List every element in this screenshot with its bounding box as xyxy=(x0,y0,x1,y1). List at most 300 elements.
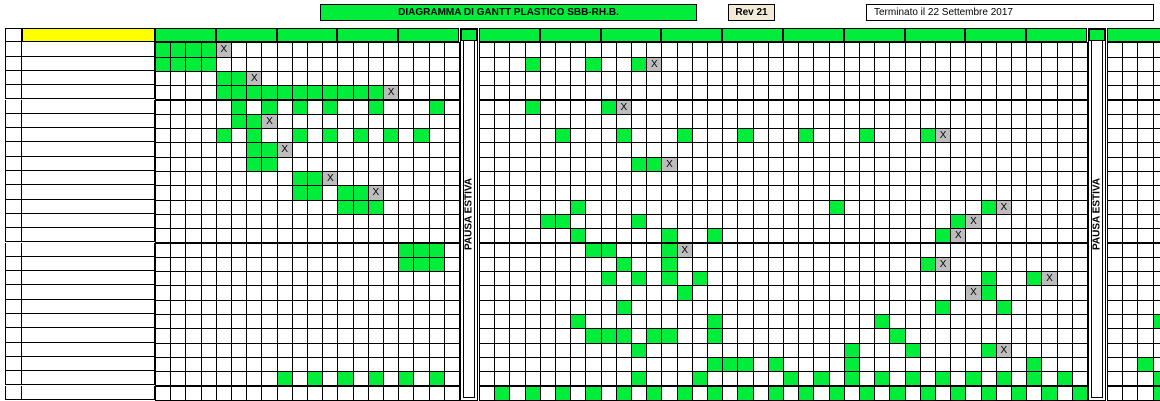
gantt-cell xyxy=(737,142,753,157)
gantt-cell xyxy=(707,71,723,86)
gantt-cell xyxy=(874,100,890,115)
gantt-cell xyxy=(1057,300,1073,315)
gantt-cell xyxy=(859,271,875,286)
gantt-cell xyxy=(631,243,647,258)
gantt-cell xyxy=(337,114,353,129)
gantt-cell xyxy=(661,85,677,100)
gantt-cell xyxy=(525,257,541,272)
gantt-cell xyxy=(950,271,966,286)
gantt-cell xyxy=(981,257,997,272)
gantt-cell xyxy=(996,85,1012,100)
gantt-cell xyxy=(981,100,997,115)
month-header xyxy=(216,28,277,42)
month-header xyxy=(155,28,216,42)
gantt-cell xyxy=(383,214,399,229)
gantt-cell xyxy=(1026,42,1042,57)
gantt-cell xyxy=(920,228,936,243)
gantt-cell xyxy=(444,300,460,315)
gantt-cell xyxy=(201,114,217,129)
gantt-cell xyxy=(231,185,247,200)
gantt-cell xyxy=(950,257,966,272)
gantt-cell-active xyxy=(920,257,936,272)
gantt-cell xyxy=(631,100,647,115)
gantt-cell xyxy=(246,386,262,401)
gantt-cell xyxy=(307,271,323,286)
gantt-cell xyxy=(383,142,399,157)
gantt-cell xyxy=(1041,228,1057,243)
gantt-cell-active xyxy=(337,185,353,200)
gantt-cell xyxy=(950,171,966,186)
gantt-cell xyxy=(479,42,495,57)
gantt-cell xyxy=(935,57,951,72)
gantt-cell xyxy=(383,71,399,86)
gantt-cell xyxy=(935,100,951,115)
gantt-cell xyxy=(216,300,232,315)
gantt-cell xyxy=(444,142,460,157)
gantt-cell xyxy=(1072,100,1088,115)
gantt-cell xyxy=(368,42,384,57)
gantt-cell xyxy=(1057,357,1073,372)
gantt-cell xyxy=(996,328,1012,343)
gantt-cell-active xyxy=(722,357,738,372)
gantt-cell xyxy=(525,200,541,215)
gantt-cell xyxy=(413,200,429,215)
gantt-cell xyxy=(337,257,353,272)
gantt-cell xyxy=(1057,114,1073,129)
gantt-cell-active xyxy=(555,128,571,143)
gantt-cell xyxy=(479,214,495,229)
gantt-cell xyxy=(429,114,445,129)
gantt-cell xyxy=(261,343,277,358)
gantt-cell xyxy=(1137,228,1153,243)
gantt-cell-done: X xyxy=(277,142,293,157)
gantt-cell xyxy=(398,285,414,300)
gantt-cell-done: X xyxy=(661,157,677,172)
gantt-cell xyxy=(1137,100,1153,115)
gantt-cell xyxy=(798,271,814,286)
gantt-cell xyxy=(494,228,510,243)
gantt-cell xyxy=(570,142,586,157)
gantt-cell-active xyxy=(859,386,875,401)
gantt-cell xyxy=(170,243,186,258)
gantt-cell xyxy=(722,57,738,72)
gantt-cell xyxy=(996,171,1012,186)
gantt-cell xyxy=(981,214,997,229)
gantt-cell-active xyxy=(353,200,369,215)
gantt-cell xyxy=(798,214,814,229)
gantt-cell xyxy=(844,85,860,100)
gantt-cell xyxy=(996,57,1012,72)
gantt-cell xyxy=(570,214,586,229)
title-box: DIAGRAMMA DI GANTT PLASTICO SBB-RH.B. xyxy=(320,4,697,21)
gantt-cell-active xyxy=(844,371,860,386)
gantt-cell xyxy=(292,42,308,57)
gantt-cell xyxy=(935,114,951,129)
gantt-cell xyxy=(905,85,921,100)
gantt-cell xyxy=(616,243,632,258)
gantt-cell xyxy=(646,300,662,315)
gantt-cell xyxy=(155,243,171,258)
gantt-cell xyxy=(1041,185,1057,200)
gantt-cell xyxy=(1107,271,1123,286)
gantt-cell xyxy=(601,114,617,129)
gantt-cell xyxy=(1153,157,1160,172)
row-number xyxy=(5,128,22,142)
gantt-cell xyxy=(646,228,662,243)
gantt-cell xyxy=(753,228,769,243)
gantt-cell xyxy=(201,343,217,358)
gantt-cell-active xyxy=(692,371,708,386)
gantt-cell xyxy=(570,171,586,186)
gantt-cell xyxy=(585,42,601,57)
activity-label xyxy=(22,343,155,357)
gantt-cell xyxy=(231,142,247,157)
gantt-cell xyxy=(585,271,601,286)
gantt-cell xyxy=(1122,214,1138,229)
gantt-cell xyxy=(677,85,693,100)
gantt-cell xyxy=(601,128,617,143)
gantt-cell-active xyxy=(292,128,308,143)
gantt-cell xyxy=(889,271,905,286)
gantt-cell xyxy=(1072,343,1088,358)
gantt-cell xyxy=(261,214,277,229)
gantt-cell xyxy=(444,57,460,72)
gantt-cell xyxy=(555,100,571,115)
gantt-cell xyxy=(1153,257,1160,272)
gantt-cell xyxy=(292,257,308,272)
gantt-cell-active xyxy=(707,228,723,243)
gantt-cell xyxy=(383,228,399,243)
gantt-cell xyxy=(844,128,860,143)
row-number xyxy=(5,386,22,400)
gantt-cell xyxy=(813,228,829,243)
gantt-cell xyxy=(813,257,829,272)
gantt-cell xyxy=(368,57,384,72)
gantt-cell xyxy=(1137,243,1153,258)
gantt-cell xyxy=(1011,328,1027,343)
gantt-cell xyxy=(479,114,495,129)
gantt-cell-active xyxy=(353,85,369,100)
gantt-cell xyxy=(307,357,323,372)
gantt-cell xyxy=(1011,171,1027,186)
gantt-cell xyxy=(707,243,723,258)
gantt-cell-active xyxy=(981,200,997,215)
gantt-cell xyxy=(398,114,414,129)
gantt-cell xyxy=(585,85,601,100)
gantt-cell xyxy=(337,214,353,229)
gantt-cell xyxy=(616,157,632,172)
gantt-cell xyxy=(479,243,495,258)
gantt-cell xyxy=(540,300,556,315)
gantt-cell xyxy=(337,42,353,57)
gantt-cell xyxy=(813,243,829,258)
gantt-cell xyxy=(798,114,814,129)
gantt-cell xyxy=(368,243,384,258)
gantt-cell xyxy=(429,85,445,100)
gantt-cell xyxy=(692,85,708,100)
gantt-cell xyxy=(677,100,693,115)
gantt-cell xyxy=(844,300,860,315)
gantt-cell xyxy=(965,257,981,272)
gantt-cell xyxy=(540,114,556,129)
gantt-cell xyxy=(889,57,905,72)
gantt-cell xyxy=(1153,300,1160,315)
gantt-cell xyxy=(292,357,308,372)
gantt-cell xyxy=(601,200,617,215)
gantt-cell xyxy=(783,285,799,300)
gantt-cell xyxy=(353,142,369,157)
gantt-cell xyxy=(322,157,338,172)
gantt-cell xyxy=(509,228,525,243)
gantt-cell xyxy=(753,171,769,186)
gantt-cell xyxy=(981,42,997,57)
gantt-cell xyxy=(829,271,845,286)
gantt-cell xyxy=(155,142,171,157)
gantt-cell xyxy=(996,228,1012,243)
gantt-cell xyxy=(383,42,399,57)
gantt-cell-active xyxy=(246,85,262,100)
gantt-cell xyxy=(525,328,541,343)
gantt-cell xyxy=(494,142,510,157)
gantt-cell-active xyxy=(965,371,981,386)
gantt-cell xyxy=(601,371,617,386)
gantt-cell xyxy=(1107,243,1123,258)
gantt-cell xyxy=(935,200,951,215)
gantt-cell xyxy=(368,214,384,229)
gantt-cell xyxy=(170,85,186,100)
gantt-cell xyxy=(616,142,632,157)
gantt-cell xyxy=(185,71,201,86)
gantt-cell xyxy=(277,285,293,300)
gantt-cell xyxy=(1072,328,1088,343)
gantt-cell xyxy=(479,357,495,372)
gantt-cell xyxy=(216,171,232,186)
gantt-cell xyxy=(353,357,369,372)
gantt-cell-active xyxy=(844,357,860,372)
gantt-cell xyxy=(292,328,308,343)
gantt-cell xyxy=(768,243,784,258)
gantt-cell xyxy=(155,285,171,300)
gantt-cell xyxy=(996,271,1012,286)
gantt-cell xyxy=(277,100,293,115)
gantt-cell xyxy=(1153,214,1160,229)
gantt-cell xyxy=(677,57,693,72)
gantt-cell xyxy=(231,300,247,315)
gantt-cell xyxy=(965,85,981,100)
gantt-cell xyxy=(859,314,875,329)
gantt-cell xyxy=(889,71,905,86)
gantt-cell xyxy=(322,328,338,343)
gantt-cell xyxy=(798,371,814,386)
row-number xyxy=(5,371,22,385)
gantt-cell-active xyxy=(601,328,617,343)
gantt-cell xyxy=(155,100,171,115)
gantt-cell xyxy=(540,271,556,286)
gantt-cell-active xyxy=(905,371,921,386)
row-number xyxy=(5,71,22,85)
gantt-cell xyxy=(494,243,510,258)
gantt-cell xyxy=(798,328,814,343)
gantt-cell xyxy=(1122,71,1138,86)
gantt-cell xyxy=(444,257,460,272)
gantt-cell-active xyxy=(920,128,936,143)
gantt-cell xyxy=(905,328,921,343)
gantt-cell xyxy=(1153,57,1160,72)
gantt-cell xyxy=(646,214,662,229)
gantt-cell xyxy=(601,357,617,372)
gantt-cell xyxy=(1057,228,1073,243)
gantt-cell xyxy=(525,142,541,157)
gantt-cell xyxy=(277,314,293,329)
gantt-cell xyxy=(444,200,460,215)
gantt-cell xyxy=(185,328,201,343)
gantt-cell-active xyxy=(829,386,845,401)
gantt-cell xyxy=(981,128,997,143)
gantt-cell xyxy=(261,171,277,186)
gantt-cell xyxy=(525,343,541,358)
gantt-cell-active xyxy=(859,128,875,143)
gantt-cell xyxy=(844,214,860,229)
gantt-cell xyxy=(1026,200,1042,215)
gantt-cell xyxy=(722,314,738,329)
gantt-cell xyxy=(737,300,753,315)
gantt-cell xyxy=(353,343,369,358)
gantt-cell xyxy=(1137,114,1153,129)
gantt-cell xyxy=(1137,285,1153,300)
gantt-cell-active xyxy=(337,371,353,386)
gantt-cell xyxy=(1122,171,1138,186)
gantt-cell xyxy=(1026,142,1042,157)
gantt-cell-active xyxy=(246,157,262,172)
gantt-cell xyxy=(398,314,414,329)
gantt-cell xyxy=(277,257,293,272)
gantt-cell xyxy=(859,185,875,200)
gantt-cell-done: X xyxy=(965,285,981,300)
gantt-cell xyxy=(170,285,186,300)
gantt-cell xyxy=(920,285,936,300)
gantt-cell xyxy=(509,114,525,129)
gantt-cell xyxy=(950,371,966,386)
gantt-cell xyxy=(322,371,338,386)
activity-label xyxy=(22,100,155,114)
gantt-cell xyxy=(185,228,201,243)
gantt-cell xyxy=(616,185,632,200)
gantt-cell xyxy=(246,343,262,358)
gantt-cell-active xyxy=(292,85,308,100)
gantt-cell-active xyxy=(322,85,338,100)
gantt-cell xyxy=(920,171,936,186)
gantt-cell xyxy=(646,128,662,143)
gantt-cell xyxy=(413,371,429,386)
gantt-cell xyxy=(935,185,951,200)
gantt-cell xyxy=(413,100,429,115)
gantt-cell xyxy=(555,171,571,186)
gantt-cell xyxy=(889,343,905,358)
gantt-cell xyxy=(444,228,460,243)
gantt-cell-active xyxy=(231,71,247,86)
gantt-cell xyxy=(398,343,414,358)
gantt-cell xyxy=(155,386,171,401)
gantt-cell xyxy=(246,57,262,72)
gantt-cell-active xyxy=(429,243,445,258)
gantt-cell xyxy=(1137,185,1153,200)
gantt-cell-active xyxy=(353,128,369,143)
gantt-cell-active xyxy=(1057,371,1073,386)
pause-label: PAUSA ESTIVA xyxy=(463,178,475,251)
gantt-cell xyxy=(277,71,293,86)
gantt-cell xyxy=(429,57,445,72)
gantt-cell xyxy=(631,314,647,329)
gantt-cell xyxy=(859,71,875,86)
gantt-cell xyxy=(155,371,171,386)
gantt-cell xyxy=(829,314,845,329)
gantt-cell xyxy=(889,371,905,386)
gantt-cell xyxy=(444,285,460,300)
gantt-cell xyxy=(692,128,708,143)
gantt-cell xyxy=(753,386,769,401)
gantt-cell xyxy=(322,285,338,300)
gantt-cell xyxy=(935,285,951,300)
month-header xyxy=(337,28,398,42)
gantt-cell xyxy=(368,157,384,172)
gantt-cell xyxy=(1041,142,1057,157)
gantt-cell xyxy=(585,71,601,86)
gantt-cell-active xyxy=(661,243,677,258)
pause-column xyxy=(460,28,478,401)
gantt-cell xyxy=(155,128,171,143)
gantt-cell xyxy=(1153,128,1160,143)
gantt-cell xyxy=(277,243,293,258)
gantt-cell xyxy=(1137,371,1153,386)
gantt-cell xyxy=(1041,57,1057,72)
gantt-cell xyxy=(1153,42,1160,57)
gantt-cell xyxy=(246,285,262,300)
month-header xyxy=(1107,28,1160,42)
gantt-cell xyxy=(444,386,460,401)
gantt-cell xyxy=(874,142,890,157)
gantt-cell xyxy=(585,285,601,300)
gantt-cell xyxy=(905,42,921,57)
gantt-cell-active xyxy=(322,100,338,115)
gantt-cell xyxy=(768,343,784,358)
gantt-cell-active xyxy=(368,100,384,115)
gantt-cell xyxy=(185,100,201,115)
gantt-cell xyxy=(798,300,814,315)
gantt-cell xyxy=(585,314,601,329)
gantt-cell xyxy=(859,243,875,258)
gantt-cell xyxy=(722,171,738,186)
gantt-cell xyxy=(1122,243,1138,258)
gantt-cell xyxy=(692,285,708,300)
gantt-cell xyxy=(292,386,308,401)
gantt-cell xyxy=(965,271,981,286)
gantt-cell xyxy=(798,171,814,186)
gantt-cell xyxy=(677,71,693,86)
gantt-cell xyxy=(1122,271,1138,286)
row-number xyxy=(5,200,22,214)
gantt-cell xyxy=(398,386,414,401)
gantt-cell xyxy=(585,171,601,186)
gantt-cell xyxy=(737,71,753,86)
gantt-cell-active xyxy=(246,128,262,143)
gantt-cell xyxy=(646,285,662,300)
gantt-cell xyxy=(261,371,277,386)
gantt-cell-active xyxy=(1011,386,1027,401)
gantt-cell xyxy=(322,357,338,372)
gantt-cell xyxy=(996,285,1012,300)
gantt-cell xyxy=(1137,271,1153,286)
gantt-cell xyxy=(479,185,495,200)
